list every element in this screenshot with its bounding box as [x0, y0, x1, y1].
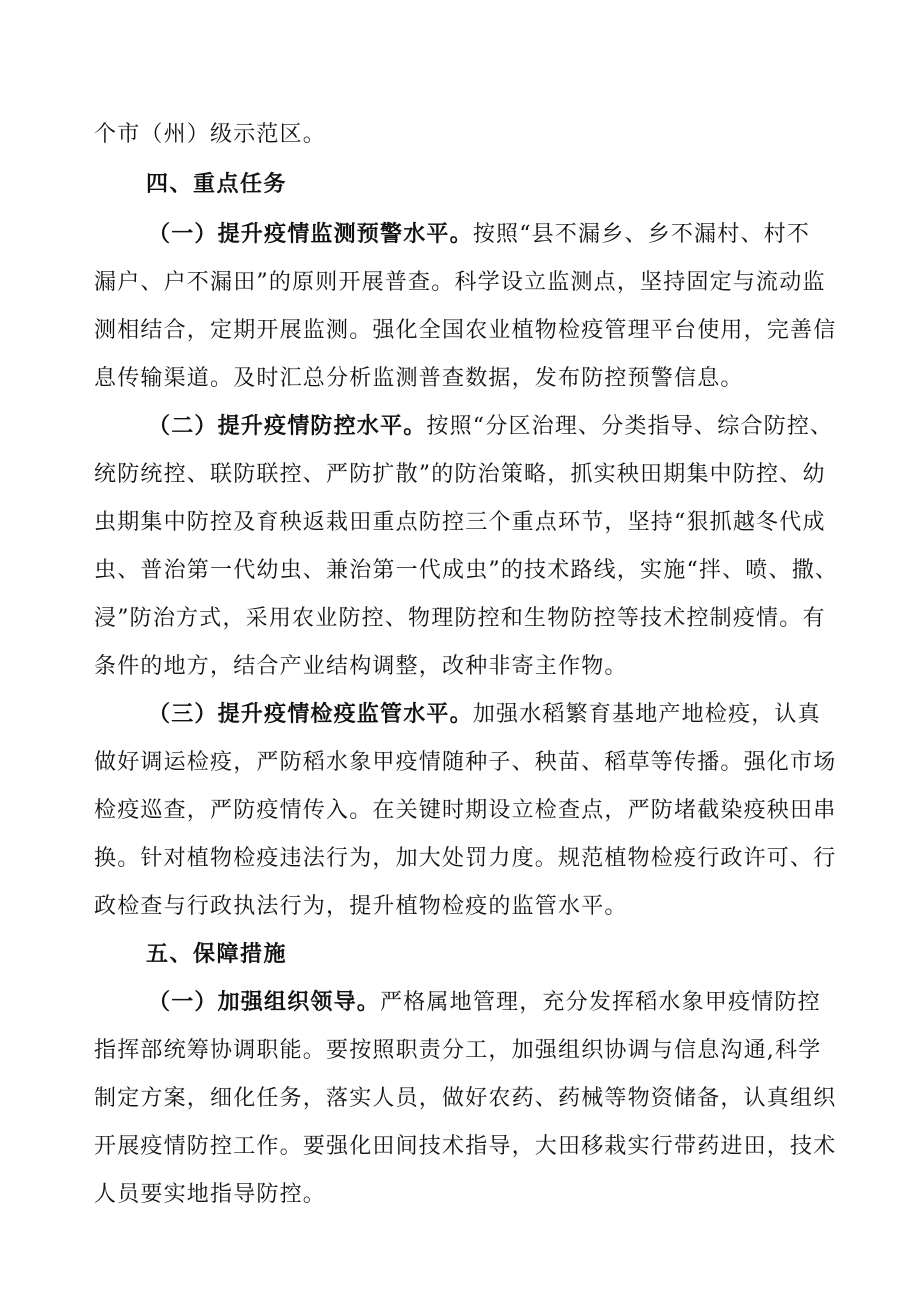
text-line: 漏户、户不漏田”的原则开展普查。科学设立监测点，坚持固定与流动监 — [94, 270, 826, 295]
text-line: 制定方案，细化任务，落实人员，做好农药、药械等物资储备，认真组织 — [94, 1086, 837, 1111]
text-line: 虫期集中防控及育秧返栽田重点防控三个重点环节，坚持“狠抓越冬代成 — [94, 510, 826, 535]
text-line: 指挥部统筹协调职能。要按照职责分工，加强组织协调与信息沟通,科学 — [94, 1038, 822, 1063]
text-line: 人员要实地指导防控。 — [94, 1182, 327, 1207]
paragraph-2-title: （二）提升疫情防控水平。 — [148, 414, 427, 439]
paragraph-3-title: （三）提升疫情检疫监管水平。 — [148, 702, 473, 727]
paragraph-4-first-line — [148, 988, 821, 1018]
paragraph-1-title: （一）提升疫情监测预警水平。 — [148, 222, 473, 247]
paragraph-4-title: （一）加强组织领导。 — [148, 990, 381, 1015]
section-heading-key-tasks: 四、重点任务 — [146, 172, 288, 197]
text-line: 个市（州）级示范区。 — [94, 122, 327, 147]
text-line: 虫、普治第一代幼虫、兼治第一代成虫”的技术路线，实施“拌、喷、撒、 — [94, 558, 839, 583]
text-line: 测相结合，定期开展监测。强化全国农业植物检疫管理平台使用，完善信 — [94, 318, 837, 343]
text-line: 开展疫情防控工作。要强化田间技术指导，大田移栽实行带药进田，技术 — [94, 1134, 837, 1159]
paragraph-3-text: 加强水稻繁育基地产地检疫，认真 — [472, 702, 821, 727]
text-line: 政检查与行政执法行为，提升植物检疫的监管水平。 — [94, 894, 628, 919]
paragraph-3-first-line — [148, 700, 821, 730]
text-line: 检疫巡查，严防疫情传入。在关键时期设立检查点，严防堵截染疫秧田串 — [94, 798, 837, 823]
paragraph-4-text: 严格属地管理，充分发挥稻水象甲疫情防控 — [380, 990, 821, 1015]
text-line: 换。针对植物检疫违法行为，加大处罚力度。规范植物检疫行政许可、行 — [94, 846, 837, 871]
text-line: 统防统控、联防联控、严防扩散”的防治策略，抓实秧田期集中防控、幼 — [94, 462, 826, 487]
paragraph-1-first-line — [148, 220, 810, 250]
paragraph-2-first-line — [148, 412, 833, 442]
text-line: 做好调运检疫，严防稻水象甲疫情随种子、秧苗、稻草等传播。强化市场 — [94, 750, 837, 775]
text-line: 条件的地方，结合产业结构调整，改种非寄主作物。 — [94, 654, 628, 679]
text-line: 浸”防治方式，采用农业防控、物理防控和生物防控等技术控制疫情。有 — [94, 606, 826, 631]
paragraph-2-text: 按照“分区治理、分类指导、综合防控、 — [426, 414, 834, 439]
section-heading-safeguards: 五、保障措施 — [146, 942, 288, 967]
text-line: 息传输渠道。及时汇总分析监测普查数据，发布防控预警信息。 — [94, 366, 744, 391]
paragraph-1-text: 按照“县不漏乡、乡不漏村、村不 — [472, 222, 811, 247]
